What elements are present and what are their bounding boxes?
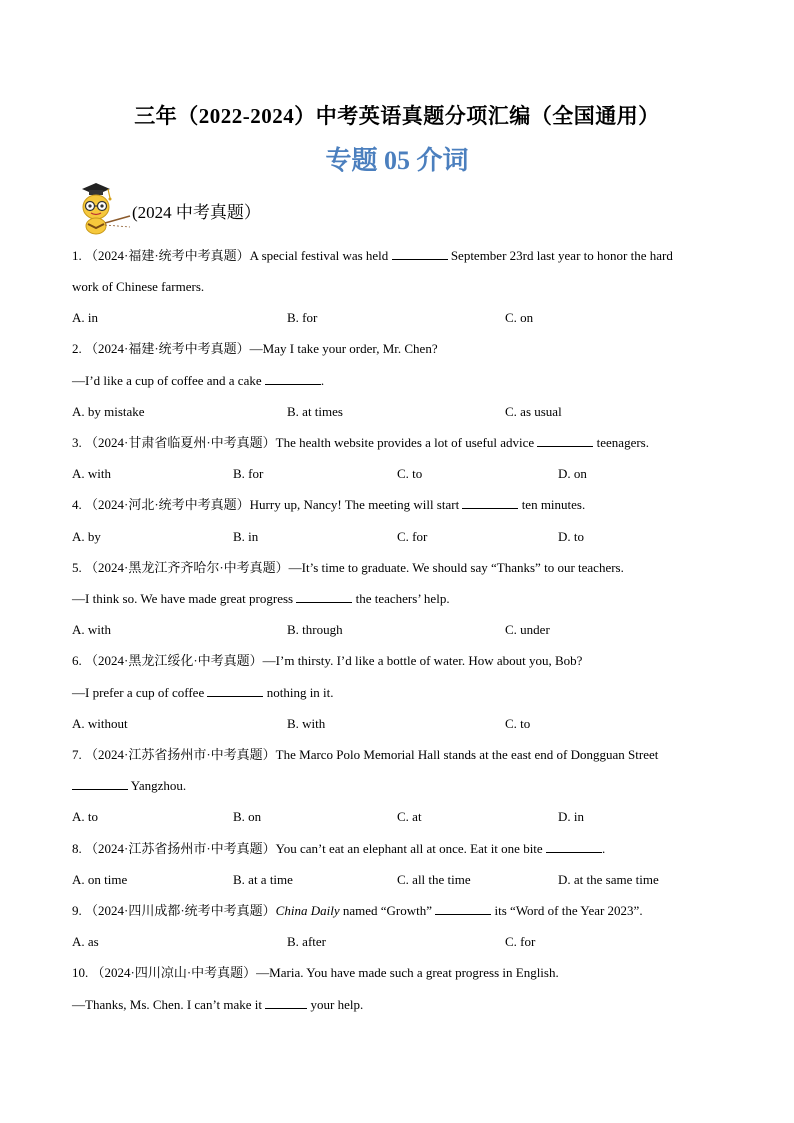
- answer-blank: [462, 496, 518, 509]
- option-b: B. with: [287, 716, 326, 731]
- answer-blank: [265, 996, 307, 1009]
- question-3-options: [72, 465, 732, 483]
- question-7: 7. （2024·江苏省扬州市·中考真题）The Marco Polo Memorial Hall stands at the east end of Dongguan Street: [72, 747, 659, 762]
- option-c: C. under: [505, 622, 550, 637]
- option-c: C. all the time: [397, 872, 471, 887]
- option-c: C. as usual: [505, 404, 562, 419]
- option-a: A. with: [72, 466, 111, 481]
- question-2-reply: —I’d like a cup of coffee and a cake .: [72, 373, 325, 388]
- option-a: A. to: [72, 809, 98, 824]
- question-9-options: [72, 933, 732, 951]
- graduate-mascot-icon: [72, 180, 132, 236]
- option-a: A. without: [72, 716, 128, 731]
- question-1-continued: work of Chinese farmers.: [72, 279, 205, 294]
- option-c: C. for: [505, 934, 536, 949]
- option-b: B. in: [233, 529, 259, 544]
- question-9: 9. （2024·四川成都·统考中考真题）China Daily named “Growth” its “Word of the Year 2023”.: [72, 903, 643, 918]
- topic-subtitle: 专题 05 介词: [325, 146, 469, 175]
- option-c: C. to: [505, 716, 531, 731]
- option-a: A. as: [72, 934, 99, 949]
- question-3: 3. （2024·甘肃省临夏州·中考真题）The health website provides a lot of useful advice teenagers.: [72, 435, 649, 450]
- question-5: 5. （2024·黑龙江齐齐哈尔·中考真题）—It’s time to graduate. We should say “Thanks” to our teachers.: [72, 560, 624, 575]
- option-a: A. by mistake: [72, 404, 145, 419]
- question-7-options: [72, 808, 732, 826]
- question-1-options: [72, 309, 732, 327]
- option-b: B. after: [287, 934, 326, 949]
- option-b: B. on: [233, 809, 262, 824]
- option-b: B. at times: [287, 404, 343, 419]
- question-7-continued: Yangzhou.: [72, 777, 732, 795]
- option-d: D. at the same time: [558, 872, 659, 887]
- question-4-options: [72, 528, 732, 546]
- option-b: B. through: [287, 622, 343, 637]
- answer-blank: [72, 777, 128, 790]
- option-d: D. in: [558, 809, 584, 824]
- question-8: 8. （2024·江苏省扬州市·中考真题）You can’t eat an elephant all at once. Eat it one bite .: [72, 841, 606, 856]
- answer-blank: [435, 902, 491, 915]
- option-d: D. to: [558, 529, 584, 544]
- option-c: C. at: [397, 809, 422, 824]
- question-6-reply: —I prefer a cup of coffee nothing in it.: [72, 685, 334, 700]
- section-header: [72, 180, 261, 236]
- question-4: 4. （2024·河北·统考中考真题）Hurry up, Nancy! The meeting will start ten minutes.: [72, 497, 586, 512]
- option-b: B. for: [233, 466, 264, 481]
- question-5-options: [72, 621, 732, 639]
- option-b: B. for: [287, 310, 318, 325]
- answer-blank: [207, 684, 263, 697]
- question-2: 2. （2024·福建·统考中考真题）—May I take your order, Mr. Chen?: [72, 341, 438, 356]
- option-a: A. on time: [72, 872, 128, 887]
- question-1: 1. （2024·福建·统考中考真题）A special festival was held September 23rd last year to honor the hard: [72, 248, 673, 263]
- answer-blank: [537, 434, 593, 447]
- answer-blank: [392, 247, 448, 260]
- option-a: A. with: [72, 622, 111, 637]
- option-c: C. on: [505, 310, 534, 325]
- option-a: A. in: [72, 310, 98, 325]
- question-8-options: [72, 871, 732, 889]
- option-c: C. for: [397, 529, 428, 544]
- answer-blank: [296, 590, 352, 603]
- option-c: C. to: [397, 466, 423, 481]
- question-6: 6. （2024·黑龙江绥化·中考真题）—I’m thirsty. I’d like a bottle of water. How about you, Bob?: [72, 653, 583, 668]
- option-d: D. on: [558, 466, 587, 481]
- question-2-options: [72, 403, 732, 421]
- answer-blank: [546, 840, 602, 853]
- question-6-options: [72, 715, 732, 733]
- question-10: 10. （2024·四川凉山·中考真题）—Maria. You have made such a great progress in English.: [72, 965, 559, 980]
- section-label: (2024 中考真题）: [132, 202, 261, 222]
- question-5-reply: —I think so. We have made great progress the teachers’ help.: [72, 591, 450, 606]
- answer-blank: [265, 372, 321, 385]
- question-10-reply: —Thanks, Ms. Chen. I can’t make it your help.: [72, 997, 364, 1012]
- option-a: A. by: [72, 529, 101, 544]
- option-b: B. at a time: [233, 872, 293, 887]
- document-title: 三年（2022-2024）中考英语真题分项汇编（全国通用）: [134, 104, 660, 128]
